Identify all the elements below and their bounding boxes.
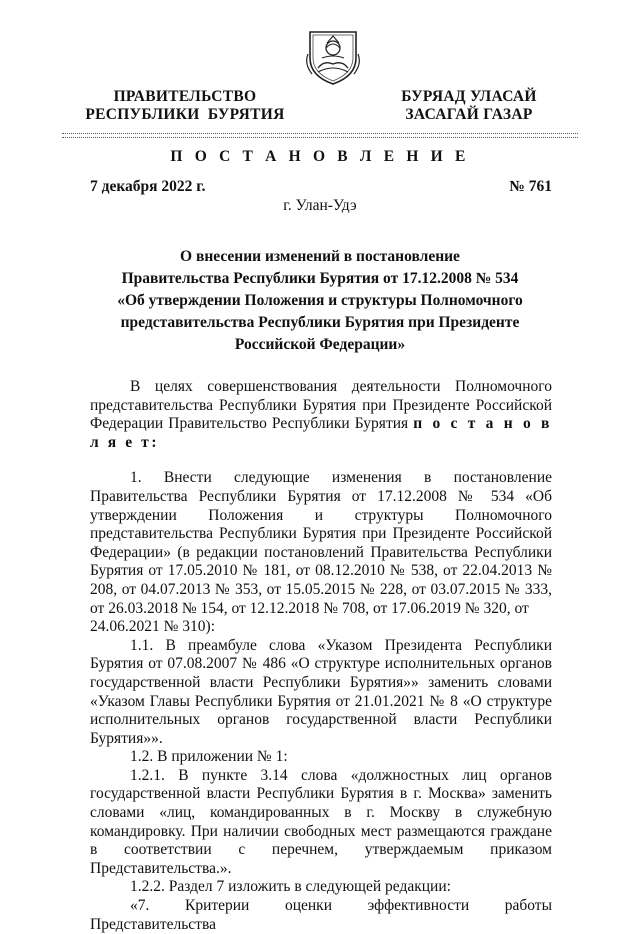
document-title-line-5: Российской Федерации» [234,336,406,353]
paragraph-7-heading [90,897,552,934]
org-name-buryat-line-1: БУРЯАД УЛАСАЙ [401,88,537,105]
org-name-buryat-line-2: ЗАСАГАЙ ГАЗАР [405,106,533,123]
document-title [100,246,540,356]
paragraph-1-2-text: 1.2. В приложении № 1: [130,748,288,766]
org-name-russian-line-2: РЕСПУБЛИКИ БУРЯТИЯ [85,106,285,123]
paragraph-1-text: 1. Внести следующие изменения в постановление Правительства Республики Бурятия от 17.12.2008 № 534 «Об утверждении Положения и структуры Полномочного представительства Республики Бурятия при Президенте Российской Федерации» (в редакции постановлений Правительства Республики Бурятия от 17.05.2010 № 181, от 08.12.2010 № 538, от 22.04.2013 № 208, от 04.07.2013 № 353, от 15.05.2015 № 228, от 03.07.2015 № 333, от 26.03.2018 № 154, от 12.12.2018 № 708, от 17.06.2019 № 320, от [90,469,552,617]
document-body [90,378,552,934]
paragraph-1-2-1-text: 1.2.1. В пункте 3.14 слова «должностных лиц органов государственной власти Республики Бурятия в г. Москва» заменить словами «лиц, командированных в г. Москву в служебную командировку. При наличии свободных мест размещаются граждане в соответствии с перечнем, утверждаемым приказом Представительства.». [90,766,552,877]
header-divider-second [62,137,578,138]
document-title-line-4: представительства Республики Бурятия при Президенте [120,314,520,331]
coat-of-arms-icon [304,24,362,86]
org-name-russian-line-1: ПРАВИТЕЛЬСТВО [113,88,257,105]
document-type: П О С Т А Н О В Л Е Н И Е [170,148,470,165]
header-divider [62,133,578,134]
paragraph-1-2-2-text: 1.2.2. Раздел 7 изложить в следующей редакции: [130,878,451,896]
org-name-buryat [384,88,554,124]
paragraph-1-1-text: 1.1. В преамбуле слова «Указом Президента Республики Бурятия от 07.08.2007 № 486 «О структуре исполнительных органов государственной власти Республики Бурятия»» заменить словами «Указом Главы Республики Бурятия от 21.01.2021 № 8 «О структуре исполнительных органов государственной власти Республики Бурятия»». [90,636,552,747]
paragraph-1-2 [90,748,552,767]
document-number: № 761 [509,178,552,195]
org-name-russian [82,88,288,124]
document-city: г. Улан-Удэ [283,197,357,214]
preamble-text: В целях совершенствования деятельности Полномочного представительства Республики Бурятия при Президенте Российской Федерации Правительство Республики Бурятия [90,378,552,433]
paragraph-1-2-2 [90,878,552,897]
document-title-line-2: Правительства Республики Бурятия от 17.12.2008 № 534 [121,270,519,287]
paragraph-1-2-1 [90,767,552,879]
preamble-paragraph [90,378,552,452]
document-title-line-1: О внесении изменений в постановление [180,248,460,265]
paragraph-1-1 [90,637,552,749]
decree-word: п о с т а н о в л я е т: [90,415,552,451]
paragraph-7-heading-text: «7. Критерии оценки эффективности работы Представительства [90,897,552,933]
paragraph-1-tail [90,618,552,637]
document-date: 7 декабря 2022 г. [90,178,206,195]
paragraph-1-tail-text: 24.06.2021 № 310): [90,618,216,636]
document-title-line-3: «Об утверждении Положения и структуры Полномочного [117,292,523,309]
paragraph-1 [90,469,552,618]
